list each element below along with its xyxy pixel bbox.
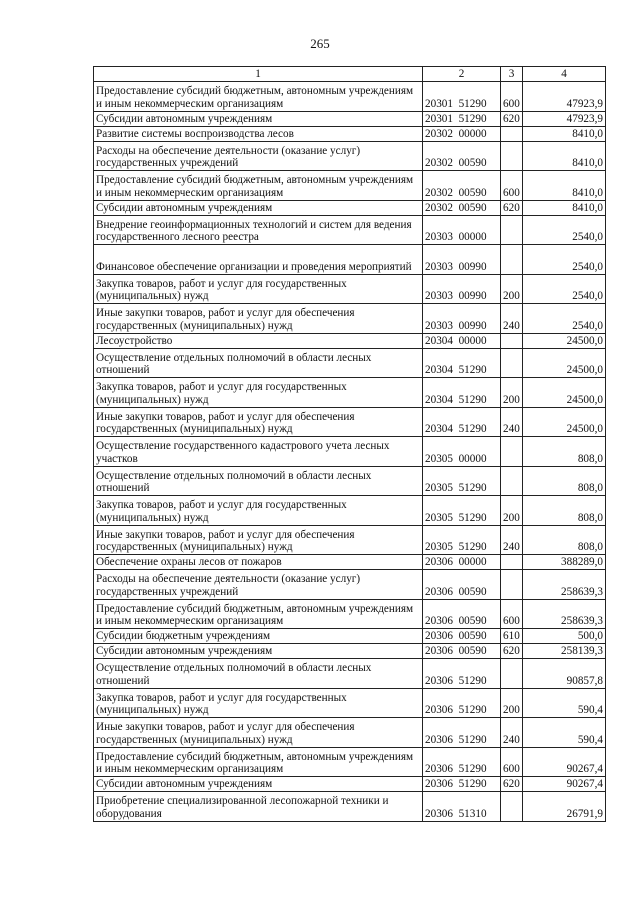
row-code-cell: 20305 51290 <box>423 525 501 555</box>
row-name-cell: Лесоустройство <box>94 333 423 348</box>
row-code-cell: 20306 00590 <box>423 599 501 629</box>
row-name-cell: Закупка товаров, работ и услуг для государственных (муниципальных) нужд <box>94 378 423 408</box>
row-sum-cell: 47923,9 <box>523 111 606 126</box>
row-sum-cell: 24500,0 <box>523 333 606 348</box>
row-sum-cell: 388289,0 <box>523 555 606 570</box>
table-row <box>94 407 606 437</box>
row-type-cell <box>501 348 523 378</box>
row-name-cell: Субсидии бюджетным учреждениям <box>94 629 423 644</box>
table-row <box>94 378 606 408</box>
table-row <box>94 718 606 748</box>
row-name-cell: Субсидии автономным учреждениям <box>94 200 423 215</box>
row-name-cell: Расходы на обеспечение деятельности (оказание услуг) государственных учреждений <box>94 570 423 600</box>
row-code-cell: 20306 51290 <box>423 718 501 748</box>
row-code-cell: 20303 00990 <box>423 304 501 334</box>
row-code-cell: 20302 00590 <box>423 141 501 171</box>
row-sum-cell: 8410,0 <box>523 171 606 201</box>
table-header-row <box>94 67 606 82</box>
row-type-cell: 240 <box>501 525 523 555</box>
row-sum-cell: 8410,0 <box>523 126 606 141</box>
row-type-cell: 240 <box>501 718 523 748</box>
row-sum-cell: 2540,0 <box>523 215 606 245</box>
row-name-cell: Приобретение специализированной лесопожарной техники и оборудования <box>94 792 423 822</box>
row-code-cell: 20306 00590 <box>423 570 501 600</box>
column-header-2: 2 <box>423 67 501 82</box>
row-sum-cell: 258139,3 <box>523 644 606 659</box>
table-row <box>94 215 606 245</box>
row-type-cell <box>501 245 523 275</box>
column-header-4: 4 <box>523 67 606 82</box>
row-name-cell: Иные закупки товаров, работ и услуг для обеспечения государственных (муниципальных) нужд <box>94 304 423 334</box>
row-sum-cell: 500,0 <box>523 629 606 644</box>
table-row <box>94 171 606 201</box>
row-type-cell: 620 <box>501 777 523 792</box>
row-sum-cell: 26791,9 <box>523 792 606 822</box>
row-type-cell <box>501 555 523 570</box>
row-code-cell: 20305 00000 <box>423 437 501 467</box>
row-type-cell <box>501 792 523 822</box>
row-code-cell: 20302 00590 <box>423 171 501 201</box>
row-code-cell: 20306 51310 <box>423 792 501 822</box>
row-name-cell: Иные закупки товаров, работ и услуг для обеспечения государственных (муниципальных) нужд <box>94 525 423 555</box>
row-type-cell <box>501 215 523 245</box>
row-sum-cell: 47923,9 <box>523 82 606 112</box>
row-code-cell: 20305 51290 <box>423 496 501 526</box>
row-name-cell: Осуществление отдельных полномочий в области лесных отношений <box>94 659 423 689</box>
row-type-cell <box>501 126 523 141</box>
row-code-cell: 20302 00590 <box>423 200 501 215</box>
row-sum-cell: 2540,0 <box>523 274 606 304</box>
row-name-cell: Субсидии автономным учреждениям <box>94 644 423 659</box>
table-row <box>94 792 606 822</box>
row-sum-cell: 808,0 <box>523 496 606 526</box>
table-row <box>94 599 606 629</box>
row-code-cell: 20301 51290 <box>423 111 501 126</box>
row-code-cell: 20306 51290 <box>423 747 501 777</box>
row-type-cell: 610 <box>501 629 523 644</box>
table-row <box>94 555 606 570</box>
row-code-cell: 20306 51290 <box>423 688 501 718</box>
row-sum-cell: 2540,0 <box>523 245 606 275</box>
row-type-cell: 200 <box>501 378 523 408</box>
row-name-cell: Обеспечение охраны лесов от пожаров <box>94 555 423 570</box>
row-type-cell <box>501 659 523 689</box>
row-sum-cell: 590,4 <box>523 688 606 718</box>
table-row <box>94 466 606 496</box>
row-type-cell <box>501 466 523 496</box>
column-header-3: 3 <box>501 67 523 82</box>
table-row <box>94 688 606 718</box>
row-type-cell: 200 <box>501 688 523 718</box>
table-row <box>94 659 606 689</box>
row-name-cell: Субсидии автономным учреждениям <box>94 777 423 792</box>
row-code-cell: 20303 00990 <box>423 245 501 275</box>
row-code-cell: 20306 00000 <box>423 555 501 570</box>
table-row <box>94 348 606 378</box>
row-sum-cell: 90267,4 <box>523 777 606 792</box>
table-row <box>94 141 606 171</box>
row-sum-cell: 90267,4 <box>523 747 606 777</box>
row-code-cell: 20304 51290 <box>423 407 501 437</box>
row-type-cell <box>501 141 523 171</box>
table-row <box>94 111 606 126</box>
table-row <box>94 644 606 659</box>
table-row <box>94 200 606 215</box>
row-sum-cell: 8410,0 <box>523 200 606 215</box>
table-row <box>94 304 606 334</box>
row-name-cell: Предоставление субсидий бюджетным, автономным учреждениям и иным некоммерческим организациям <box>94 747 423 777</box>
row-sum-cell: 24500,0 <box>523 407 606 437</box>
row-type-cell: 600 <box>501 82 523 112</box>
row-sum-cell: 258639,3 <box>523 570 606 600</box>
table-row <box>94 274 606 304</box>
row-sum-cell: 808,0 <box>523 437 606 467</box>
row-type-cell: 600 <box>501 747 523 777</box>
row-name-cell: Закупка товаров, работ и услуг для государственных (муниципальных) нужд <box>94 274 423 304</box>
row-code-cell: 20304 00000 <box>423 333 501 348</box>
row-name-cell: Предоставление субсидий бюджетным, автономным учреждениям и иным некоммерческим организациям <box>94 82 423 112</box>
row-name-cell: Иные закупки товаров, работ и услуг для обеспечения государственных (муниципальных) нужд <box>94 718 423 748</box>
row-type-cell: 240 <box>501 407 523 437</box>
row-code-cell: 20306 00590 <box>423 629 501 644</box>
row-sum-cell: 90857,8 <box>523 659 606 689</box>
row-sum-cell: 2540,0 <box>523 304 606 334</box>
row-type-cell: 620 <box>501 111 523 126</box>
table-row <box>94 437 606 467</box>
row-name-cell: Развитие системы воспроизводства лесов <box>94 126 423 141</box>
row-type-cell: 620 <box>501 644 523 659</box>
row-type-cell: 600 <box>501 599 523 629</box>
row-type-cell: 620 <box>501 200 523 215</box>
table-row <box>94 747 606 777</box>
row-name-cell: Осуществление государственного кадастрового учета лесных участков <box>94 437 423 467</box>
row-name-cell: Осуществление отдельных полномочий в области лесных отношений <box>94 348 423 378</box>
row-code-cell: 20306 51290 <box>423 777 501 792</box>
table-row <box>94 777 606 792</box>
row-code-cell: 20304 51290 <box>423 348 501 378</box>
column-header-1: 1 <box>94 67 423 82</box>
table-row <box>94 82 606 112</box>
row-name-cell: Финансовое обеспечение организации и проведения мероприятий <box>94 245 423 275</box>
row-code-cell: 20303 00000 <box>423 215 501 245</box>
row-sum-cell: 8410,0 <box>523 141 606 171</box>
row-sum-cell: 808,0 <box>523 525 606 555</box>
page-number: 265 <box>310 36 330 51</box>
table-row <box>94 496 606 526</box>
row-sum-cell: 24500,0 <box>523 348 606 378</box>
row-name-cell: Осуществление отдельных полномочий в области лесных отношений <box>94 466 423 496</box>
table-row <box>94 333 606 348</box>
row-code-cell: 20306 51290 <box>423 659 501 689</box>
row-code-cell: 20305 51290 <box>423 466 501 496</box>
row-type-cell: 200 <box>501 496 523 526</box>
table-row <box>94 126 606 141</box>
row-sum-cell: 590,4 <box>523 718 606 748</box>
row-type-cell <box>501 333 523 348</box>
table-row <box>94 570 606 600</box>
table-body <box>94 82 606 822</box>
row-name-cell: Предоставление субсидий бюджетным, автономным учреждениям и иным некоммерческим организациям <box>94 599 423 629</box>
row-type-cell <box>501 437 523 467</box>
row-code-cell: 20301 51290 <box>423 82 501 112</box>
row-type-cell <box>501 570 523 600</box>
row-name-cell: Предоставление субсидий бюджетным, автономным учреждениям и иным некоммерческим организациям <box>94 171 423 201</box>
row-name-cell: Внедрение геоинформационных технологий и систем для ведения государственного лесного реестра <box>94 215 423 245</box>
row-code-cell: 20304 51290 <box>423 378 501 408</box>
row-name-cell: Иные закупки товаров, работ и услуг для обеспечения государственных (муниципальных) нужд <box>94 407 423 437</box>
table-row <box>94 629 606 644</box>
row-type-cell: 600 <box>501 171 523 201</box>
row-sum-cell: 258639,3 <box>523 599 606 629</box>
row-name-cell: Расходы на обеспечение деятельности (оказание услуг) государственных учреждений <box>94 141 423 171</box>
row-sum-cell: 24500,0 <box>523 378 606 408</box>
row-type-cell: 200 <box>501 274 523 304</box>
table-row <box>94 245 606 275</box>
row-type-cell: 240 <box>501 304 523 334</box>
row-name-cell: Закупка товаров, работ и услуг для государственных (муниципальных) нужд <box>94 688 423 718</box>
table-row <box>94 525 606 555</box>
row-name-cell: Закупка товаров, работ и услуг для государственных (муниципальных) нужд <box>94 496 423 526</box>
row-sum-cell: 808,0 <box>523 466 606 496</box>
row-code-cell: 20306 00590 <box>423 644 501 659</box>
row-name-cell: Субсидии автономным учреждениям <box>94 111 423 126</box>
budget-table <box>93 66 606 822</box>
row-code-cell: 20302 00000 <box>423 126 501 141</box>
row-code-cell: 20303 00990 <box>423 274 501 304</box>
